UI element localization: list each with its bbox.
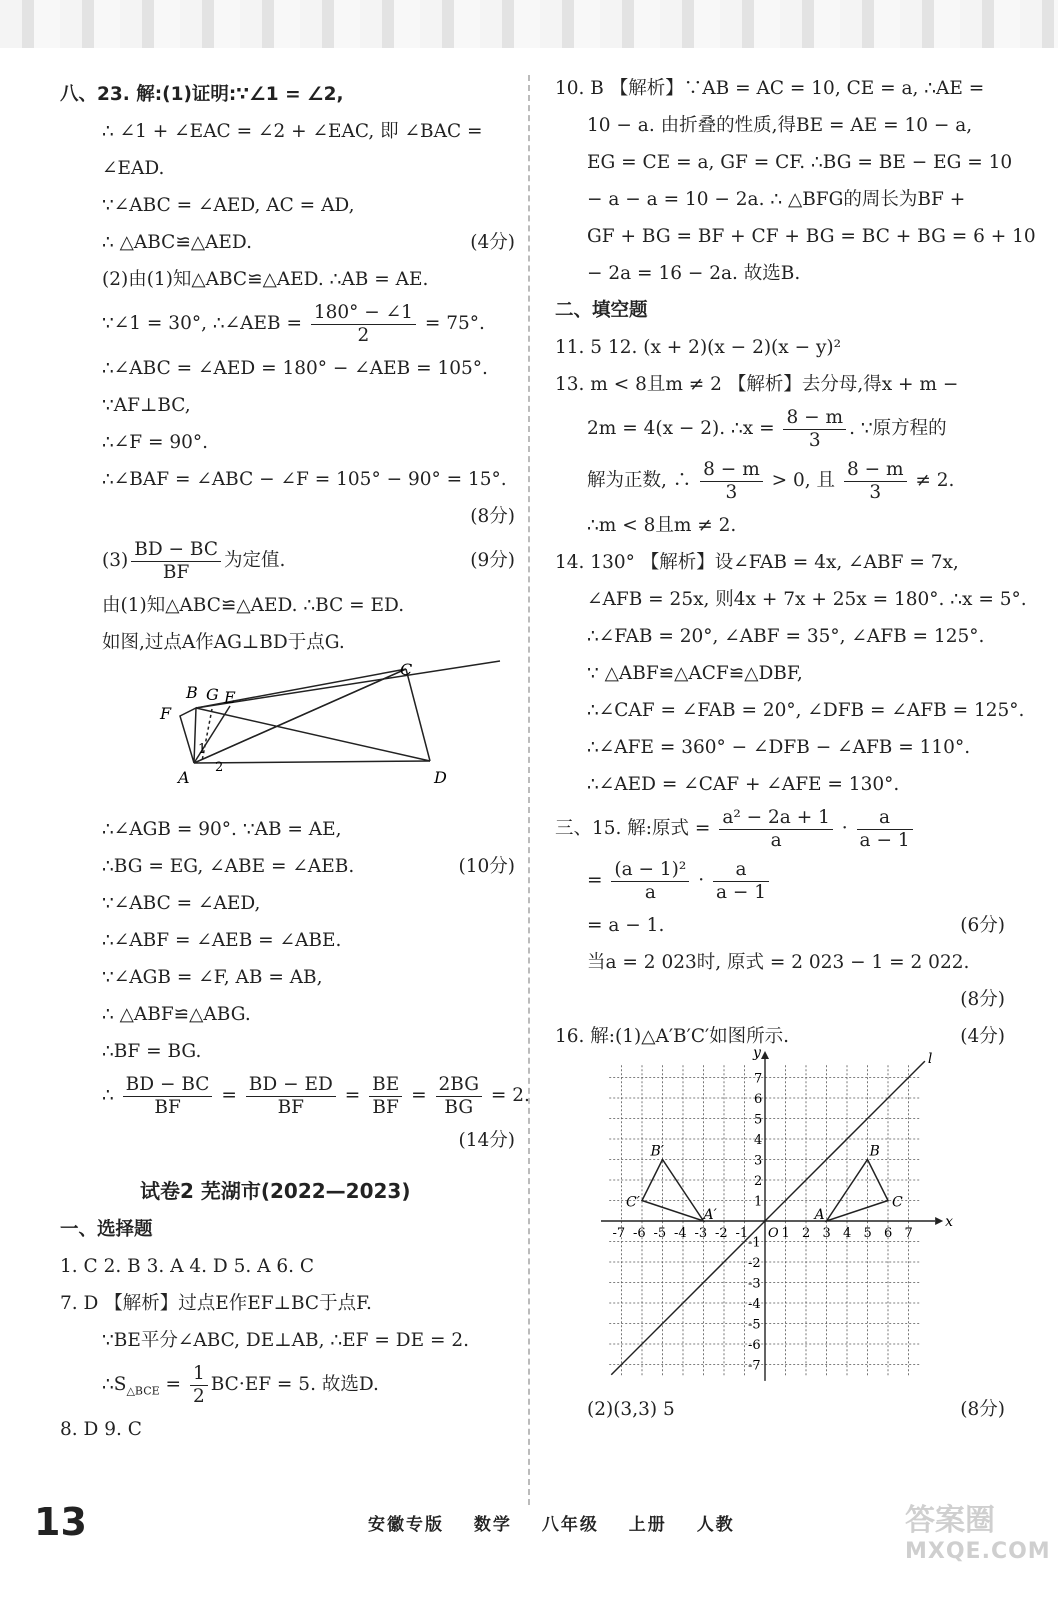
fraction: $\frac{180^\circ - \angle 1}{2}$ bbox=[311, 302, 416, 346]
section-choice: 一、选择题 bbox=[60, 1219, 153, 1240]
x-tick-label: -1 bbox=[735, 1226, 749, 1241]
score: (6分) bbox=[960, 915, 1005, 936]
label-1: 1 bbox=[198, 742, 207, 757]
q23-line-16: ∴BG = EG, ∠ABE = ∠AEB. (10分) bbox=[60, 848, 515, 885]
q13-line-1: 13. m < 8且m ≠ 2 【解析】去分母,得x + m − bbox=[555, 374, 959, 395]
q23-line-11: ∴∠BAF = ∠ABC − ∠F = 105° − 90° = 15°. bbox=[102, 469, 507, 490]
vertex-label-B1: B′ bbox=[650, 1143, 664, 1160]
score: (8分) bbox=[960, 1399, 1005, 1420]
x-tick-label: -5 bbox=[653, 1226, 667, 1241]
geometry-figure bbox=[160, 661, 460, 811]
x-tick-label: 5 bbox=[863, 1226, 872, 1241]
x-axis-arrow bbox=[935, 1217, 943, 1225]
footer-info bbox=[368, 1510, 757, 1535]
q10-line-2: 10 − a. 由折叠的性质,得BE = AE = 10 − a, bbox=[587, 115, 973, 136]
fraction: $\frac{\text{a² − 2a + 1}}{a}$ bbox=[719, 807, 833, 851]
footer-item: 人教 bbox=[696, 1515, 735, 1535]
q23-line-18: ∴∠ABF = ∠AEB = ∠ABE. bbox=[102, 930, 342, 951]
score: (9分) bbox=[470, 550, 515, 571]
triangle bbox=[642, 1160, 704, 1222]
y-tick-label: -3 bbox=[748, 1276, 761, 1292]
column-divider bbox=[528, 75, 530, 1505]
q7-line-1: 7. D 【解析】过点E作EF⊥BC于点F. bbox=[60, 1293, 372, 1314]
q13-line-4: ∴m < 8且m ≠ 2. bbox=[587, 515, 737, 536]
x-tick-label: 7 bbox=[904, 1226, 913, 1241]
x-tick-label: -7 bbox=[612, 1226, 626, 1241]
y-tick-label: 4 bbox=[754, 1133, 763, 1148]
fraction: $\frac{8 - m}{3}$ bbox=[844, 459, 907, 503]
q10-line-3: EG = CE = a, GF = CF. ∴BG = BE − EG = 10 bbox=[587, 152, 1013, 173]
fraction: $\frac{a}{a - 1}$ bbox=[713, 859, 769, 903]
coordinate-graph bbox=[595, 1045, 955, 1391]
y-tick-label: 6 bbox=[754, 1092, 763, 1107]
label-F: F bbox=[160, 704, 172, 723]
q16-line-1: 16. 解:(1)△A′B′C′如图所示. (4分) bbox=[555, 1018, 1005, 1055]
q23-line-4: ∵∠ABC = ∠AED, AC = AD, bbox=[102, 195, 355, 216]
q23-line-6: (2)由(1)知△ABC≌△AED. ∴AB = AE. bbox=[102, 269, 429, 290]
label-E: E bbox=[224, 688, 236, 707]
fraction: $\frac{BE}{BF}$ bbox=[369, 1074, 402, 1118]
q23-line-15: ∴∠AGB = 90°. ∵AB = AE, bbox=[102, 819, 342, 840]
q15-score-8: (8分) bbox=[960, 989, 1005, 1010]
q10-line-1: 10. B 【解析】∵AB = AC = 10, CE = a, ∴AE = bbox=[555, 78, 985, 99]
y-tick-label: 7 bbox=[754, 1071, 763, 1087]
x-tick-label: 2 bbox=[802, 1226, 811, 1241]
q23-score-14: (14分) bbox=[458, 1130, 515, 1151]
q23-line-21: ∴BF = BG. bbox=[102, 1041, 202, 1062]
fraction: $\frac{2BG}{BG}$ bbox=[436, 1074, 483, 1118]
q23-line-8: ∴∠ABC = ∠AED = 180° − ∠AEB = 105°. bbox=[102, 358, 488, 379]
footer-item: 数学 bbox=[473, 1515, 512, 1535]
q16-line-2: (2)(3,3) 5 (8分) bbox=[555, 1391, 1005, 1428]
y-tick-label: -1 bbox=[748, 1235, 761, 1251]
score: (10分) bbox=[458, 856, 515, 877]
footer-item: 八年级 bbox=[541, 1515, 599, 1535]
q23-line-3: ∠EAD. bbox=[102, 158, 165, 179]
triangle bbox=[827, 1160, 889, 1222]
line-l-label: l bbox=[927, 1051, 933, 1068]
vertex-label-A1: A′ bbox=[703, 1207, 717, 1223]
y-tick-label: 5 bbox=[754, 1112, 763, 1128]
y-tick-label: 3 bbox=[754, 1153, 763, 1169]
exam2-title: 试卷2 芜湖市(2022—2023) bbox=[140, 1179, 411, 1203]
left-column bbox=[60, 76, 530, 1448]
q23-line-2: ∴ ∠1 + ∠EAC = ∠2 + ∠EAC, 即 ∠BAC = bbox=[102, 121, 483, 142]
q23-line-5: ∴ △ABC≌△AED. (4分) bbox=[60, 224, 515, 261]
label-2: 2 bbox=[215, 760, 224, 775]
vertex-label-C: C bbox=[892, 1194, 903, 1211]
q23-score-8: (8分) bbox=[470, 506, 515, 527]
label-C: C bbox=[400, 660, 413, 679]
x-tick-label: 6 bbox=[884, 1226, 893, 1241]
vertex-label-B: B bbox=[869, 1143, 880, 1160]
q23-line-7: ∵∠1 = 30°, ∴∠AEB = $\frac{180^\circ - \angle 1}{2}$ = 75°. bbox=[102, 302, 485, 346]
q13-line-2: 2m = 4(x − 2). ∴x = $\frac{8 - m}{3}$ . ∵原方程的 bbox=[587, 407, 947, 451]
y-tick-label: -2 bbox=[748, 1256, 761, 1271]
footer-item: 上册 bbox=[628, 1515, 667, 1535]
q23-line-19: ∵∠AGB = ∠F, AB = AB, bbox=[102, 967, 323, 988]
y-tick-label: -7 bbox=[748, 1358, 761, 1374]
x-tick-label: 3 bbox=[822, 1226, 831, 1241]
x-tick-label: -4 bbox=[674, 1226, 687, 1241]
line-l bbox=[611, 1061, 925, 1375]
q14-line-1: 14. 130° 【解析】设∠FAB = 4x, ∠ABF = 7x, bbox=[555, 552, 959, 573]
y-tick-label: 1 bbox=[754, 1194, 763, 1210]
y-tick-label: -5 bbox=[748, 1317, 761, 1333]
score: (4分) bbox=[960, 1026, 1005, 1047]
q14-line-7: ∴∠AED = ∠CAF + ∠AFE = 130°. bbox=[587, 774, 900, 795]
x-tick-label: 1 bbox=[781, 1226, 790, 1241]
y-axis-label: y bbox=[753, 1045, 761, 1062]
answers-8-9: 8. D 9. C bbox=[60, 1419, 142, 1440]
vertex-label-A: A bbox=[814, 1207, 825, 1223]
fraction: $\frac{BD - BC}{BF}$ bbox=[131, 539, 221, 583]
q23-line-22: ∴ $\frac{BD - BC}{BF}$ = $\frac{BD - ED}{BF}$ = $\frac{BE}{BF}$ = $\frac{2BG}{BG}$ = 2. bbox=[102, 1074, 530, 1118]
top-decorative-band bbox=[0, 0, 1058, 58]
q14-line-4: ∵ △ABF≌△ACF≌△DBF, bbox=[587, 663, 803, 684]
answers-1-6: 1. C 2. B 3. A 4. D 5. A 6. C bbox=[60, 1256, 315, 1277]
q14-line-5: ∴∠CAF = ∠FAB = 20°, ∠DFB = ∠AFB = 125°. bbox=[587, 700, 1025, 721]
q23-line-20: ∴ △ABF≌△ABG. bbox=[102, 1004, 251, 1025]
q10-line-5: GF + BG = BF + CF + BG = BC + BG = 6 + 10 bbox=[587, 226, 1036, 247]
score: (4分) bbox=[470, 232, 515, 253]
x-tick-label: -2 bbox=[715, 1226, 728, 1241]
fraction: $\frac{\text{(a − 1)²}}{a}$ bbox=[611, 859, 689, 903]
label-G: G bbox=[206, 685, 219, 704]
fraction: $\frac{8 - m}{3}$ bbox=[783, 407, 846, 451]
x-tick-label: -6 bbox=[633, 1226, 646, 1241]
q14-line-2: ∠AFB = 25x, 则4x + 7x + 25x = 180°. ∴x = 5°. bbox=[587, 589, 1027, 610]
x-tick-label: -3 bbox=[694, 1226, 708, 1241]
x-axis-label: x bbox=[945, 1214, 954, 1230]
watermark-logo: 答案圈 MXQE.COM bbox=[905, 1503, 1051, 1564]
q23-line-10: ∴∠F = 90°. bbox=[102, 432, 209, 453]
answers-11-12: 11. 5 12. (x + 2)(x − 2)(x − y)² bbox=[555, 337, 842, 358]
q15-line-3: = a − 1. (6分) bbox=[555, 907, 1005, 944]
page-number: 13 bbox=[34, 1500, 87, 1544]
fraction: $\frac{BD - BC}{BF}$ bbox=[123, 1074, 213, 1118]
fraction: $\frac{8 - m}{3}$ bbox=[700, 459, 763, 503]
q15-line-1: 三、15. 解:原式 = $\frac{\text{a² − 2a + 1}}{a}$ · $\frac{a}{a - 1}$ bbox=[555, 803, 1005, 855]
q23-line-13: 由(1)知△ABC≌△AED. ∴BC = ED. bbox=[102, 595, 405, 616]
right-column bbox=[555, 70, 1036, 1428]
footer-item: 安徽专版 bbox=[368, 1515, 444, 1535]
y-tick-label: -4 bbox=[748, 1297, 761, 1312]
fraction: $\frac{1}{2}$ bbox=[190, 1363, 208, 1407]
origin-label: O bbox=[768, 1226, 779, 1241]
q13-line-3: 解为正数, ∴ $\frac{8 - m}{3}$ > 0, 且 $\frac{8 - m}{3}$ ≠ 2. bbox=[587, 459, 955, 503]
q14-line-3: ∴∠FAB = 20°, ∠ABF = 35°, ∠AFB = 125°. bbox=[587, 626, 985, 647]
q10-line-6: − 2a = 16 − 2a. 故选B. bbox=[587, 263, 801, 284]
fraction: $\frac{BD - ED}{BF}$ bbox=[246, 1074, 336, 1118]
vertex-label-C1: C′ bbox=[626, 1194, 640, 1211]
label-A: A bbox=[178, 768, 190, 787]
q14-line-6: ∴∠AFE = 360° − ∠DFB − ∠AFB = 110°. bbox=[587, 737, 971, 758]
label-D: D bbox=[434, 768, 447, 787]
q15-line-4: 当a = 2 023时, 原式 = 2 023 − 1 = 2 022. bbox=[587, 952, 970, 973]
q10-line-4: − a − a = 10 − 2a. ∴ △BFG的周长为BF + bbox=[587, 189, 966, 210]
q7-line-3: $\therefore S_{\triangle BCE}$ = $\frac{1}{2}$ BC·EF = 5. 故选D. bbox=[102, 1363, 379, 1407]
q7-line-2: ∵BE平分∠ABC, DE⊥AB, ∴EF = DE = 2. bbox=[102, 1330, 470, 1351]
q23-line-14: 如图,过点A作AG⊥BD于点G. bbox=[102, 632, 345, 653]
q23-line-17: ∵∠ABC = ∠AED, bbox=[102, 893, 261, 914]
q23-line-9: ∵AF⊥BC, bbox=[102, 395, 191, 416]
x-tick-label: 4 bbox=[843, 1226, 852, 1241]
section-fill: 二、填空题 bbox=[555, 300, 648, 321]
q15-line-2: = $\frac{\text{(a − 1)²}}{a}$ · $\frac{a}{a - 1}$ bbox=[555, 855, 1005, 907]
label-B: B bbox=[186, 683, 198, 702]
y-tick-label: 2 bbox=[754, 1174, 763, 1189]
y-tick-label: -6 bbox=[748, 1338, 761, 1353]
fraction: $\frac{a}{a - 1}$ bbox=[857, 807, 913, 851]
q23-line-1: 八、23. 解:(1)证明:∵∠1 = ∠2, bbox=[60, 84, 344, 105]
q23-line-12: (3) $\frac{BD - BC}{BF}$ 为定值. (9分) bbox=[60, 535, 515, 587]
